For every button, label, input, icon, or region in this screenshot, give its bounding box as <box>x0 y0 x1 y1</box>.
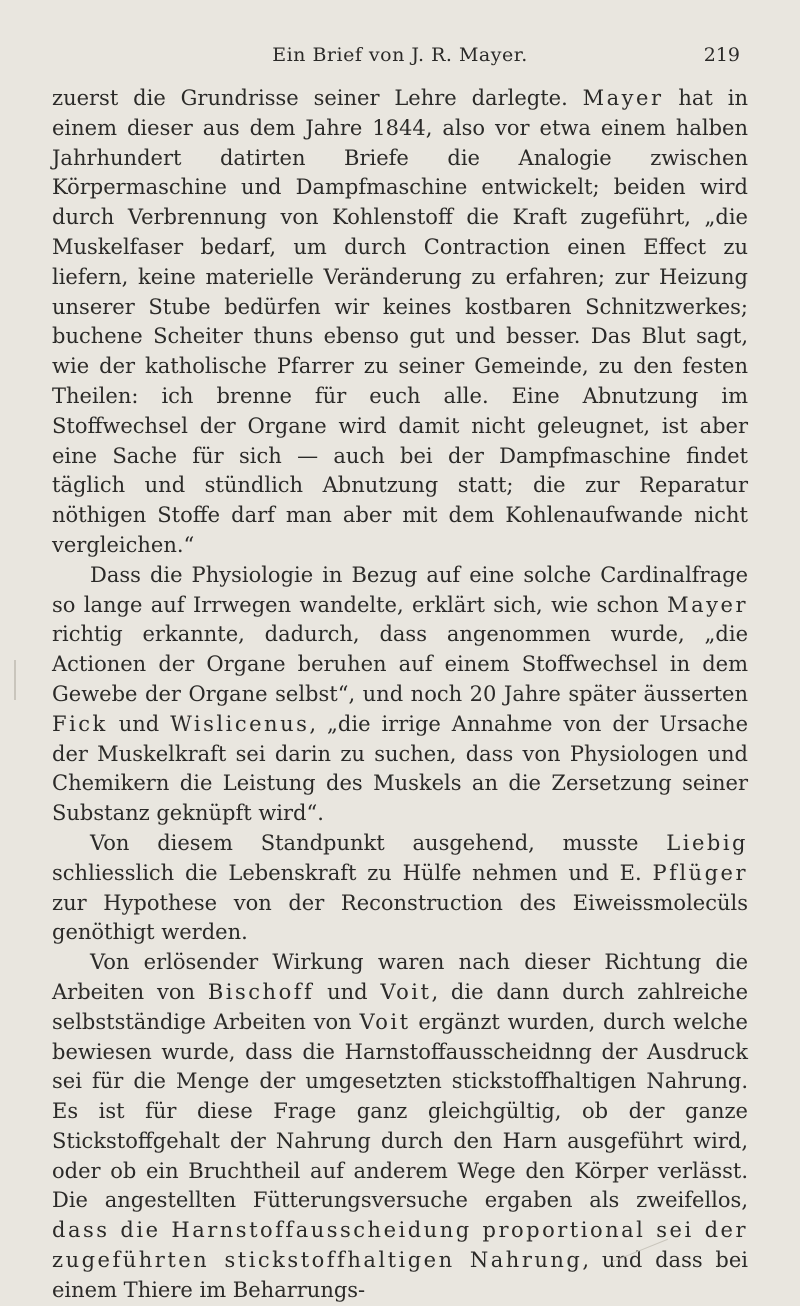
text-segment: Dass die Physiologie in Bezug auf eine solche Cardinalfrage so lange auf Irrwegen wandelte, erklärt sich, wie schon <box>52 562 748 617</box>
paragraph <box>52 829 748 948</box>
paper-speck <box>14 660 16 700</box>
spaced-emphasis-text: Bischoff <box>207 979 315 1004</box>
text-segment: und <box>107 711 171 736</box>
spaced-emphasis-text: Voit <box>359 1009 411 1034</box>
text-segment: hat in einem dieser aus dem Jahre 1844, also vor etwa einem halben Jahrhundert datirten Briefe die Analogie zwischen Körpermaschine und Dampfmaschine entwickelt; beiden wird durch Verbrennung von Kohlenstoff die Kraft zugeführt, „die Muskelfaser bedarf, um durch Contraction einen Effect zu liefern, keine materielle Veränderung zu erfahren; zur Heizung unserer Stube bedürfen wir keines kostbaren Schnitzwerkes; buchene Scheiter thuns ebenso gut und besser. Das Blut sagt, wie der katholische Pfarrer zu seiner Gemeinde, zu den festen Theilen: ich brenne für euch alle. Eine Abnutzung im Stoffwechsel der Organe wird damit nicht geleugnet, ist aber eine Sache für sich — auch bei der Dampfmaschine findet täglich und stündlich Abnutzung statt; die zur Reparatur nöthigen Stoffe darf man aber mit dem Kohlenaufwande nicht vergleichen.“ <box>52 86 749 557</box>
spaced-emphasis-text: Mayer <box>582 86 664 110</box>
spaced-emphasis-text: Fick <box>52 711 108 736</box>
running-head <box>52 44 748 80</box>
spaced-emphasis-text: dass die Harnstoffausscheidung proportional sei der zugeführten stickstoffhaltigen Nahrung <box>52 1218 748 1273</box>
text-segment: ergänzt wurden, durch welche bewiesen wurde, dass die Harnstoffausscheidnng der Ausdruck sei für die Menge der umgesetzten stickstoffhaltigen Nahrung. Es ist für diese Frage ganz gleichgültig, ob der ganze Stickstoffgehalt der Nahrung durch den Harn ausgeführt wird, oder ob ein Bruchtheil auf anderem Wege den Körper verlässt. Die angestellten Fütterungsversuche ergaben als zweifellos, <box>52 1009 748 1213</box>
paragraph <box>52 84 748 561</box>
text-segment: , und dass bei einem Thiere im Beharrungs- <box>52 1248 748 1302</box>
text-segment: schliesslich die Lebenskraft zu Hülfe nehmen und E. <box>52 860 653 885</box>
page-number: 219 <box>703 44 740 66</box>
text-segment: Von erlösender Wirkung waren nach dieser Richtung die Arbeiten von <box>52 950 748 1004</box>
text-segment: und <box>314 979 381 1004</box>
spaced-emphasis-text: Liebig <box>666 830 748 855</box>
body-text <box>52 84 748 1306</box>
text-segment: richtig erkannte, dadurch, dass angenommen wurde, „die Actionen der Organe beruhen auf einem Stoffwechsel in dem Gewebe der Organe selbst“, und noch 20 Jahre später äusserten <box>52 622 748 706</box>
spaced-emphasis-text: Pflüger <box>652 860 748 885</box>
spaced-emphasis-text: Wislicenus <box>170 711 310 736</box>
spaced-emphasis-text: Voit <box>380 979 432 1004</box>
running-title: Ein Brief von J. R. Mayer. <box>272 44 528 66</box>
spaced-emphasis-text: Mayer <box>667 592 748 617</box>
text-segment: , „die irrige Annahme von der Ursache der Muskelkraft sei darin zu suchen, dass von Physiologen und Chemikern die Leistung des Muskels an die Zersetzung seiner Substanz geknüpft wird“. <box>52 711 748 826</box>
paragraph <box>52 948 748 1306</box>
paragraph <box>52 561 748 829</box>
text-segment: zur Hypothese von der Reconstruction des Eiweissmolecüls genöthigt werden. <box>52 890 748 945</box>
text-segment: zuerst die Grundrisse seiner Lehre darlegte. <box>52 86 583 110</box>
text-segment: Von diesem Standpunkt ausgehend, musste <box>90 830 667 855</box>
text-segment: , die dann durch zahlreiche selbstständige Arbeiten von <box>52 979 748 1034</box>
